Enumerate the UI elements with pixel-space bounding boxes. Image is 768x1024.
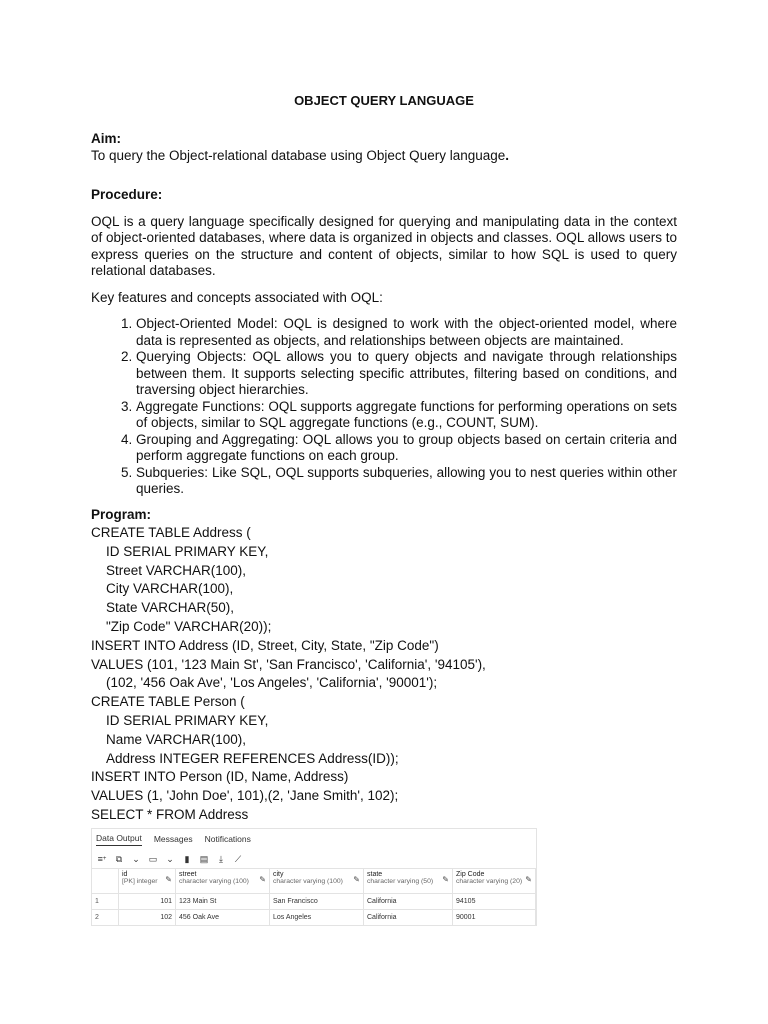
code-line: State VARCHAR(50),	[106, 600, 235, 616]
program-code	[91, 524, 486, 825]
program-heading: Program:	[91, 507, 152, 522]
paste-icon[interactable]: ▭	[148, 853, 158, 864]
result-table	[92, 869, 536, 926]
aim-section	[91, 131, 677, 164]
code-line: CREATE TABLE Person (	[91, 694, 245, 710]
column-type: character varying (50)	[367, 878, 434, 885]
column-type: [PK] integer	[122, 878, 158, 885]
result-tabs	[92, 829, 536, 846]
list-item: 3. Aggregate Functions: OQL supports aggregate functions for performing operations on sets of objects, similar to SQL aggregate functions (e.g., COUNT, SUM).	[136, 399, 677, 432]
download-icon[interactable]: ⤓	[219, 853, 223, 864]
code-line: Street VARCHAR(100),	[106, 562, 247, 578]
add-row-icon[interactable]: ≡ +	[97, 854, 107, 864]
code-line: INSERT INTO Person (ID, Name, Address)	[91, 769, 349, 785]
edit-pencil-icon[interactable]: ✎	[525, 875, 532, 884]
list-item: 2. Querying Objects: OQL allows you to query objects and navigate through relationships between them. It supports selecting specific attributes, filtering based on conditions, and traversing object hierarchies.	[136, 349, 677, 399]
features-intro: Key features and concepts associated with OQL:	[91, 289, 383, 305]
code-line: ID SERIAL PRIMARY KEY,	[106, 712, 269, 728]
aim-text-end: .	[505, 147, 510, 163]
dropdown-icon[interactable]: ⌄	[166, 853, 174, 864]
table-cell[interactable]: California	[364, 910, 453, 926]
row-number: 1	[92, 894, 119, 910]
edit-pencil-icon[interactable]: ✎	[442, 875, 449, 884]
table-cell[interactable]: Los Angeles	[270, 910, 364, 926]
edit-pencil-icon[interactable]: ✎	[165, 875, 172, 884]
query-result-grid	[91, 828, 537, 926]
list-item: 1. Object-Oriented Model: OQL is designed to work with the object-oriented model, where data is represented as objects, and relationships between objects are maintained.	[136, 316, 677, 349]
table-cell[interactable]: San Francisco	[270, 894, 364, 910]
procedure-section	[91, 187, 677, 498]
delete-icon[interactable]: ▮	[184, 853, 190, 864]
code-line: VALUES (1, 'John Doe', 101),(2, 'Jane Smith', 102);	[91, 788, 399, 804]
column-type: character varying (100)	[179, 878, 249, 885]
table-cell[interactable]: 94105	[453, 894, 536, 910]
column-header[interactable]	[119, 869, 176, 894]
copy-icon[interactable]: ⧉	[115, 853, 123, 864]
table-cell[interactable]: 456 Oak Ave	[176, 910, 270, 926]
list-item: 4. Grouping and Aggregating: OQL allows you to group objects based on certain criteria and perform aggregate functions on each group.	[136, 432, 677, 465]
table-cell[interactable]: 123 Main St	[176, 894, 270, 910]
code-line: SELECT * FROM Address	[91, 806, 249, 822]
edit-pencil-icon[interactable]: ✎	[259, 875, 266, 884]
column-header[interactable]	[176, 869, 270, 894]
column-type: character varying (20)	[456, 878, 523, 885]
code-line: ID SERIAL PRIMARY KEY,	[106, 543, 269, 559]
code-line: Name VARCHAR(100),	[106, 731, 247, 747]
column-header[interactable]	[453, 869, 536, 894]
column-header[interactable]	[364, 869, 453, 894]
column-name: city	[273, 871, 284, 878]
column-name: Zip Code	[456, 871, 485, 878]
table-cell[interactable]: 101	[119, 894, 176, 910]
aim-text	[91, 148, 677, 165]
aim-heading: Aim:	[91, 131, 121, 146]
code-line: "Zip Code" VARCHAR(20));	[106, 618, 272, 634]
table-row[interactable]	[92, 894, 536, 910]
table-cell[interactable]: 102	[119, 910, 176, 926]
graph-icon[interactable]: ⟋	[234, 853, 242, 864]
page-title: OBJECT QUERY LANGUAGE	[294, 93, 474, 108]
column-name: state	[367, 871, 383, 878]
edit-pencil-icon[interactable]: ✎	[353, 875, 360, 884]
save-data-icon[interactable]: ▤	[199, 853, 209, 864]
column-header[interactable]	[270, 869, 364, 894]
row-number: 2	[92, 910, 119, 926]
code-line: CREATE TABLE Address (	[91, 525, 251, 540]
tab-data-output[interactable]: Data Output	[96, 833, 142, 846]
table-cell[interactable]: California	[364, 894, 453, 910]
list-item: 5. Subqueries: Like SQL, OQL supports subqueries, allowing you to nest queries within other queries.	[136, 465, 677, 498]
procedure-heading: Procedure:	[91, 187, 163, 202]
column-type: character varying (100)	[273, 878, 343, 885]
column-name: id	[122, 871, 128, 878]
result-toolbar	[92, 850, 536, 869]
tab-notifications[interactable]: Notifications	[204, 834, 251, 844]
code-line: (102, '456 Oak Ave', 'Los Angeles', 'California', '90001');	[106, 675, 438, 691]
table-cell[interactable]: 90001	[453, 910, 536, 926]
code-line: City VARCHAR(100),	[106, 581, 234, 597]
program-heading-wrap	[91, 507, 677, 524]
code-line: Address INTEGER REFERENCES Address(ID));	[106, 750, 399, 766]
column-name: street	[179, 871, 197, 878]
aim-text-body: To query the Object-relational database using Object Query language	[91, 147, 506, 163]
procedure-paragraph: OQL is a query language specifically designed for querying and manipulating data in the context of object-oriented databases, where data is organized in objects and classes. OQL allows users to express queries on the structure and content of objects, similar to how SQL is used to query relational databases.	[91, 213, 677, 278]
row-number-header	[92, 869, 119, 894]
features-list	[91, 316, 677, 498]
code-line: INSERT INTO Address (ID, Street, City, State, "Zip Code")	[91, 637, 439, 653]
tab-messages[interactable]: Messages	[153, 834, 193, 844]
table-header-row	[92, 869, 536, 894]
dropdown-icon[interactable]: ⌄	[132, 853, 140, 864]
code-line: VALUES (101, '123 Main St', 'San Francisco', 'California', '94105'),	[91, 656, 486, 672]
table-row[interactable]	[92, 910, 536, 926]
